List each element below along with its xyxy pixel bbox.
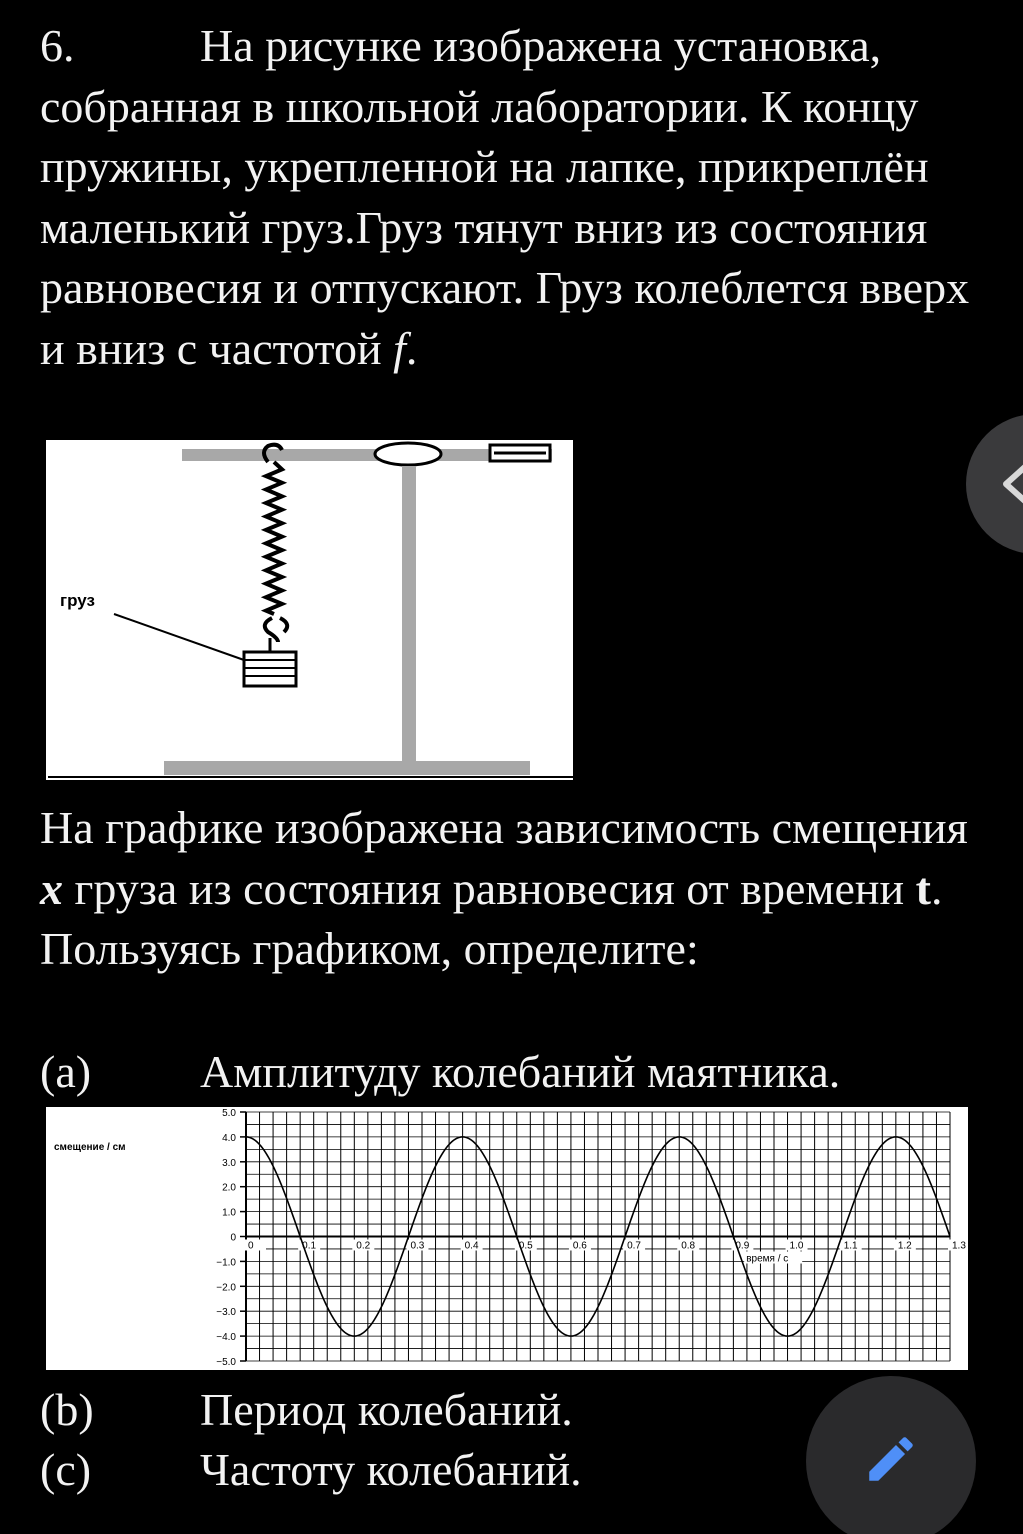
weight-label: груз: [60, 591, 95, 610]
previous-page-button[interactable]: [966, 414, 1023, 554]
spring-setup-drawing: [46, 440, 573, 780]
y-tick-label: 2.0: [222, 1182, 236, 1194]
x-tick-label: 1.0: [789, 1240, 804, 1252]
clamp-screw: [375, 443, 441, 465]
graph-description: На графике изображена зависимость смещения x груза из состояния равновесия от времени t. Пользуясь графиком, определите:: [40, 802, 968, 974]
chevron-left-icon: [996, 462, 1023, 506]
t-symbol: t: [915, 862, 931, 914]
y-tick-label: −1.0: [216, 1257, 236, 1269]
y-tick-label: 4.0: [222, 1132, 236, 1144]
x-tick-label: 0.7: [627, 1240, 641, 1252]
y-tick-label: −5.0: [216, 1357, 236, 1368]
frequency-symbol: f: [393, 322, 406, 374]
stand-pole: [402, 466, 416, 764]
pencil-icon: [862, 1430, 920, 1488]
x-tick-label: 0.5: [518, 1240, 533, 1252]
x-tick-label: 0.2: [356, 1240, 371, 1252]
y-tick-label: −3.0: [216, 1307, 236, 1319]
y-tick-label: 1.0: [222, 1207, 236, 1219]
graph-text-2: груза из состояния равновесия от времени: [74, 862, 905, 914]
stand-base: [164, 761, 530, 775]
task-number: 6.: [40, 20, 75, 71]
y-axis-label: смещение / см: [54, 1142, 126, 1153]
y-tick-label: 3.0: [222, 1157, 236, 1169]
x-tick-label: 0.9: [735, 1240, 750, 1252]
item-b: (b) Период колебаний.: [40, 1384, 573, 1435]
item-a: (a) Амплитуду колебаний маятника.: [40, 1046, 841, 1097]
x-tick-label: 0.8: [681, 1240, 696, 1252]
y-tick-label: −4.0: [216, 1332, 236, 1344]
spring-hook-bottom: [265, 618, 287, 642]
y-tick-label: −2.0: [216, 1282, 236, 1294]
graph-text-1: На графике изображена зависимость смещения: [40, 802, 968, 853]
spring-setup-figure: [46, 440, 573, 780]
y-tick-label: 0: [230, 1232, 236, 1244]
x-symbol: x: [40, 862, 63, 914]
edit-button[interactable]: [806, 1376, 976, 1534]
question-text: Пользуясь графиком, определите:: [40, 923, 699, 974]
weight: [244, 638, 296, 686]
x-tick-label: 0.4: [464, 1240, 479, 1252]
x-tick-label: 0.1: [302, 1240, 317, 1252]
item-c: (c) Частоту колебаний.: [40, 1444, 582, 1495]
x-tick-label: 0: [248, 1240, 254, 1252]
task-intro: [40, 16, 980, 379]
x-tick-label: 0.6: [572, 1240, 587, 1252]
spring: [266, 462, 282, 614]
displacement-graph: [46, 1107, 968, 1370]
x-tick-label: 1.2: [897, 1240, 912, 1252]
y-tick-label: 5.0: [222, 1108, 236, 1119]
x-tick-label: 0.3: [410, 1240, 425, 1252]
x-tick-label: 1.1: [843, 1240, 858, 1252]
intro-end: .: [405, 322, 418, 374]
weight-leader-line: [114, 614, 244, 660]
x-tick-label: 1.3: [952, 1240, 966, 1252]
x-axis-label: время / с: [746, 1253, 789, 1265]
task-intro-text: На рисунке изображена установка, собранная в школьной лаборатории. К концу пружины, укрепленной на лапке, прикреплён маленький груз.Груз тянут вниз из состояния равновесия и отпускают. Груз колеблется вверх и вниз с частотой: [40, 20, 970, 374]
chart-svg: [46, 1107, 968, 1370]
